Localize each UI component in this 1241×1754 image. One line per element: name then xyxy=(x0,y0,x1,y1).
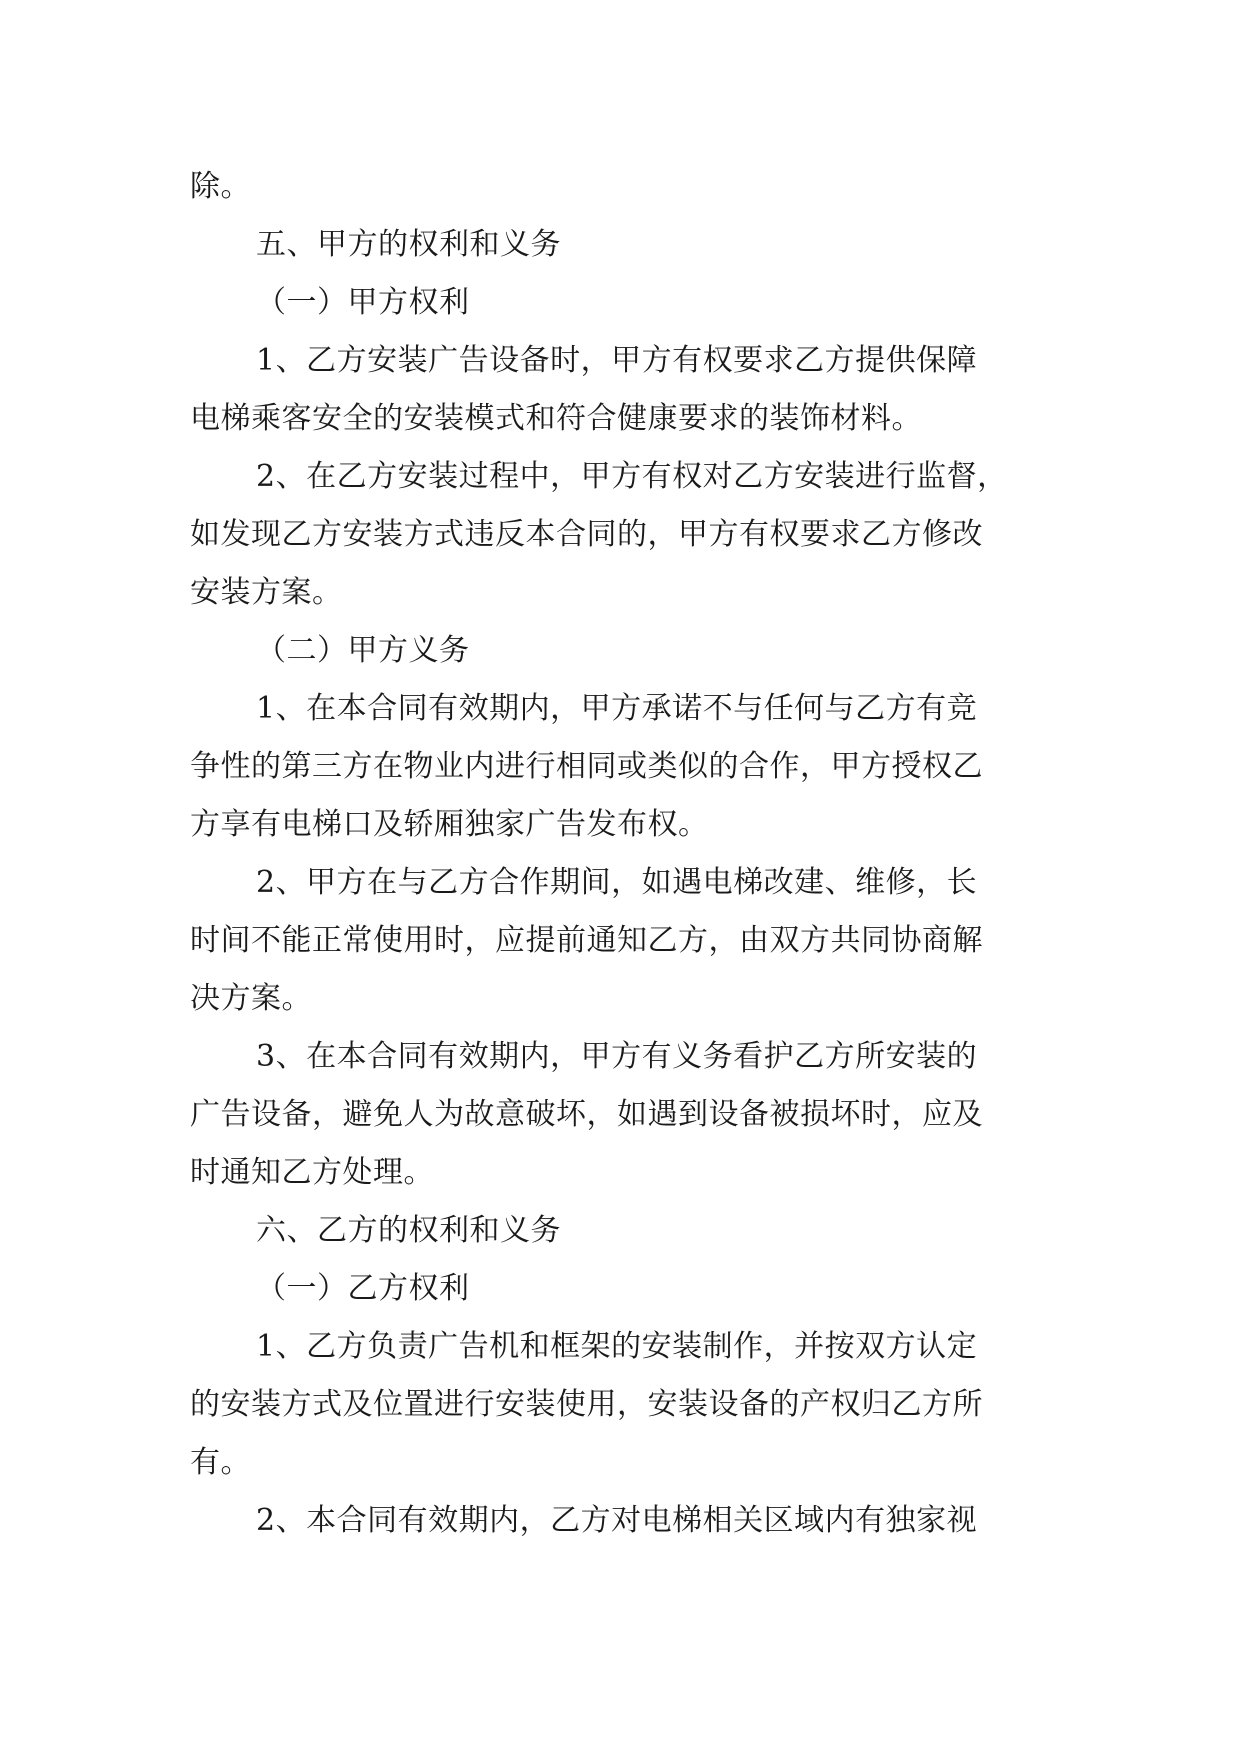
section-heading-6: 六、乙方的权利和义务 xyxy=(256,1213,561,1248)
section-heading-5: 五、甲方的权利和义务 xyxy=(256,227,561,262)
paragraph-line: 1、在本合同有效期内，甲方承诺不与任何与乙方有竞 xyxy=(256,691,978,726)
paragraph-line: 1、乙方负责广告机和框架的安装制作，并按双方认定 xyxy=(256,1329,978,1364)
paragraph-line: 广告设备，避免人为故意破坏，如遇到设备被损坏时，应及 xyxy=(190,1097,983,1132)
paragraph-line: 争性的第三方在物业内进行相同或类似的合作，甲方授权乙 xyxy=(190,749,983,784)
paragraph-line: 有。 xyxy=(190,1445,251,1480)
paragraph-line: 2、在乙方安装过程中，甲方有权对乙方安装进行监督， xyxy=(256,459,1008,494)
paragraph-line: 2、本合同有效期内，乙方对电梯相关区域内有独家视 xyxy=(256,1503,978,1538)
paragraph-line: 3、在本合同有效期内，甲方有义务看护乙方所安装的 xyxy=(256,1039,978,1074)
text-line-continuation: 除。 xyxy=(190,169,251,204)
paragraph-line: 方享有电梯口及轿厢独家广告发布权。 xyxy=(190,807,709,842)
document-body xyxy=(190,158,1060,1550)
paragraph-line: 决方案。 xyxy=(190,981,312,1016)
subsection-heading-party-a-rights: （一）甲方权利 xyxy=(256,285,470,320)
subsection-heading-party-a-obligations: （二）甲方义务 xyxy=(256,633,470,668)
paragraph-line: 时通知乙方处理。 xyxy=(190,1155,434,1190)
paragraph-line: 2、甲方在与乙方合作期间，如遇电梯改建、维修，长 xyxy=(256,865,978,900)
subsection-heading-party-b-rights: （一）乙方权利 xyxy=(256,1271,470,1306)
paragraph-line: 电梯乘客安全的安装模式和符合健康要求的装饰材料。 xyxy=(190,401,922,436)
paragraph-line: 的安装方式及位置进行安装使用，安装设备的产权归乙方所 xyxy=(190,1387,983,1422)
paragraph-line: 时间不能正常使用时，应提前通知乙方，由双方共同协商解 xyxy=(190,923,983,958)
paragraph-line: 安装方案。 xyxy=(190,575,343,610)
paragraph-line: 如发现乙方安装方式违反本合同的，甲方有权要求乙方修改 xyxy=(190,517,983,552)
paragraph-line: 1、乙方安装广告设备时，甲方有权要求乙方提供保障 xyxy=(256,343,978,378)
